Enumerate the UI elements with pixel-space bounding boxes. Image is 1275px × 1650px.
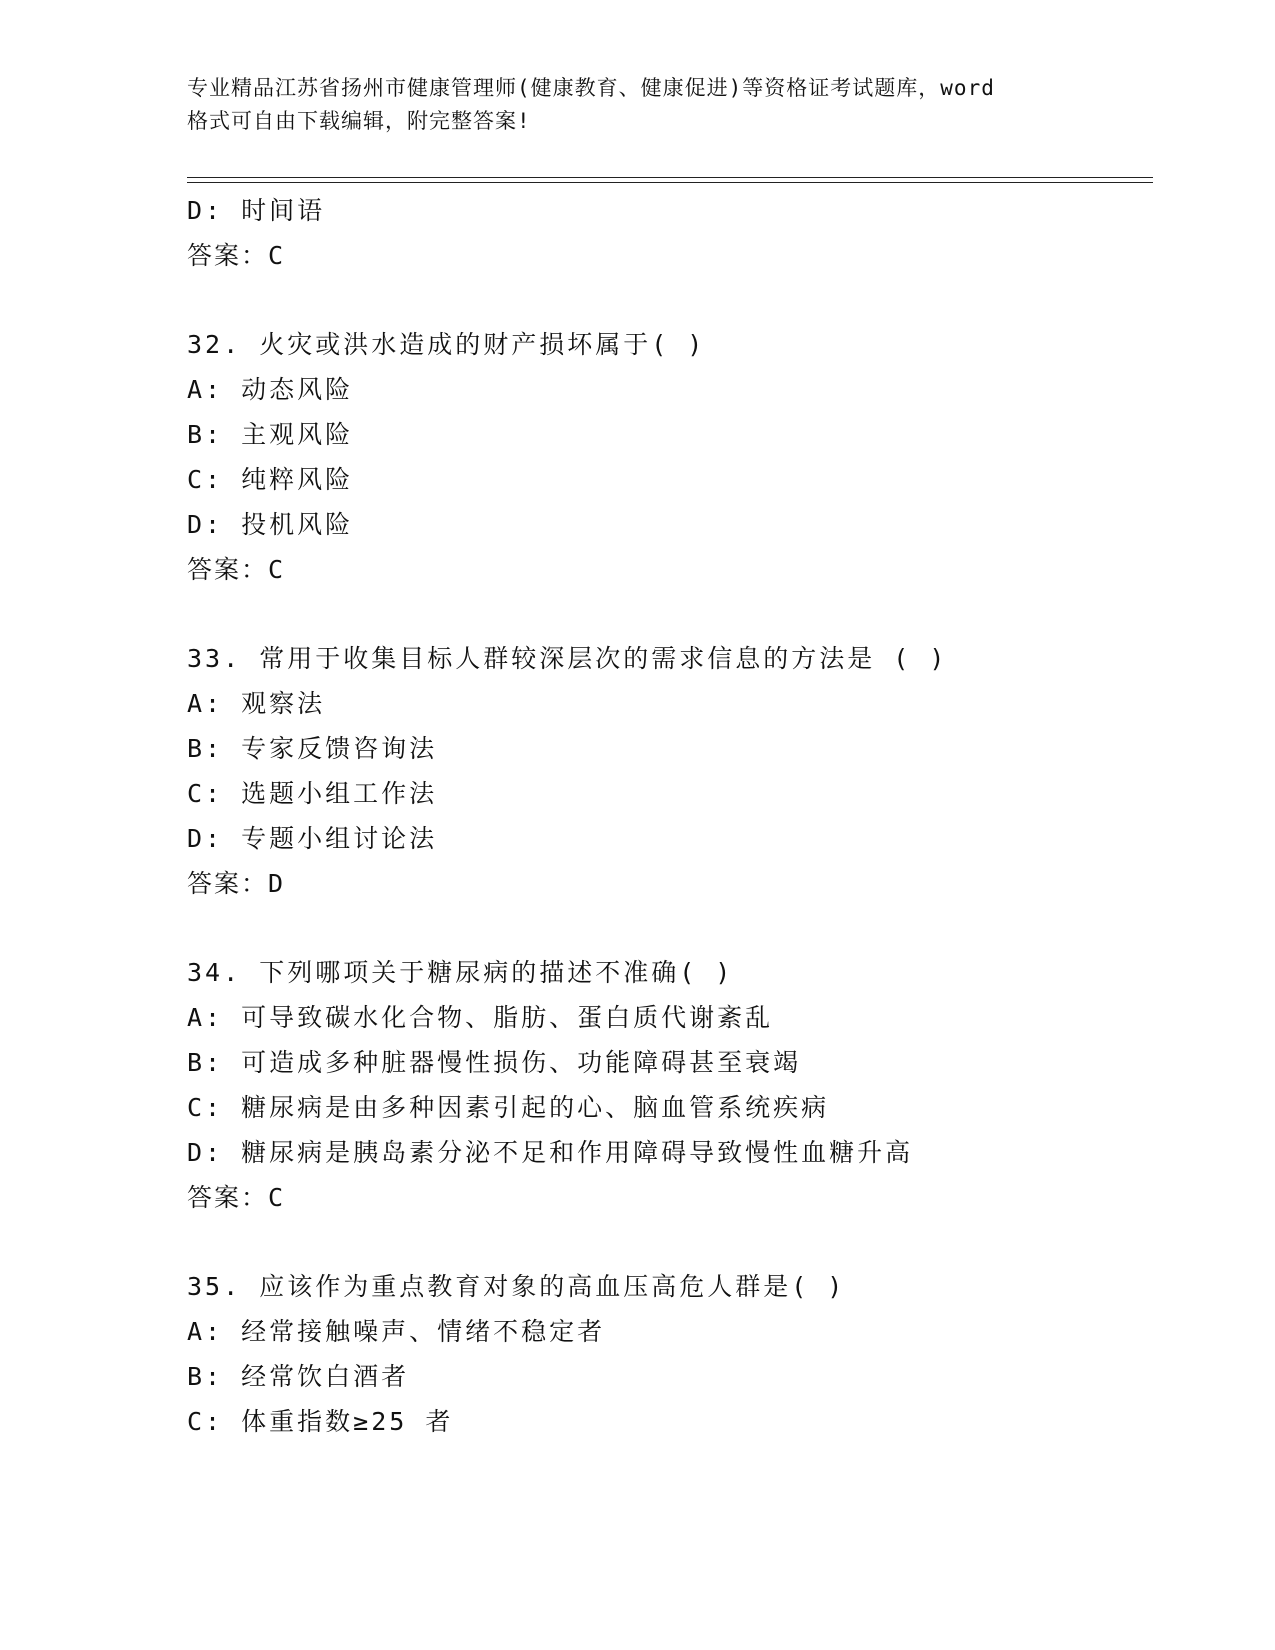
answer-label: 答案： xyxy=(187,555,269,584)
question-33 xyxy=(187,636,1153,906)
option-b: B: 经常饮白酒者 xyxy=(187,1362,410,1391)
option-a: A: 动态风险 xyxy=(187,375,354,404)
answer-value: D xyxy=(268,869,284,898)
question-34 xyxy=(187,950,1153,1220)
answer-value: C xyxy=(268,555,284,584)
answer xyxy=(187,547,1153,592)
answer-label: 答案： xyxy=(187,869,269,898)
option-a: A: 经常接触噪声、情绪不稳定者 xyxy=(187,1317,606,1346)
header-rule-top xyxy=(187,177,1153,178)
answer xyxy=(187,233,1153,278)
answer-value: C xyxy=(268,241,284,270)
option-d: D: 时间语 xyxy=(187,196,326,225)
question-list xyxy=(187,188,1153,1444)
question-31-tail xyxy=(187,188,1153,278)
question-stem: 33. 常用于收集目标人群较深层次的需求信息的方法是 ( ) xyxy=(187,644,948,673)
header-line-1: 专业精品江苏省扬州市健康管理师(健康教育、健康促进)等资格证考试题库，word xyxy=(187,76,995,100)
answer xyxy=(187,1175,1153,1220)
question-stem: 32. 火灾或洪水造成的财产损坏属于( ) xyxy=(187,330,706,359)
option-c: C: 糖尿病是由多种因素引起的心、脑血管系统疾病 xyxy=(187,1093,830,1122)
block-spacer xyxy=(187,278,1153,322)
question-stem: 34. 下列哪项关于糖尿病的描述不准确( ) xyxy=(187,958,734,987)
question-32 xyxy=(187,322,1153,592)
block-spacer xyxy=(187,906,1153,950)
option-c: C: 体重指数≥25 者 xyxy=(187,1407,454,1436)
option-a: A: 可导致碳水化合物、脂肪、蛋白质代谢紊乱 xyxy=(187,1003,774,1032)
block-spacer xyxy=(187,1220,1153,1264)
option-a: A: 观察法 xyxy=(187,689,326,718)
block-spacer xyxy=(187,592,1153,636)
option-d: D: 专题小组讨论法 xyxy=(187,824,438,853)
header-line-2: 格式可自由下载编辑，附完整答案! xyxy=(187,109,531,133)
header-rule-bottom xyxy=(187,182,1153,183)
option-b: B: 主观风险 xyxy=(187,420,354,449)
answer-value: C xyxy=(268,1183,284,1212)
option-c: C: 纯粹风险 xyxy=(187,465,354,494)
answer xyxy=(187,861,1153,906)
answer-label: 答案： xyxy=(187,1183,269,1212)
option-c: C: 选题小组工作法 xyxy=(187,779,438,808)
option-b: B: 可造成多种脏器慢性损伤、功能障碍甚至衰竭 xyxy=(187,1048,802,1077)
question-35 xyxy=(187,1264,1153,1444)
option-d: D: 糖尿病是胰岛素分泌不足和作用障碍导致慢性血糖升高 xyxy=(187,1138,914,1167)
question-stem: 35. 应该作为重点教育对象的高血压高危人群是( ) xyxy=(187,1272,846,1301)
answer-label: 答案： xyxy=(187,241,269,270)
document-header xyxy=(187,72,1087,138)
option-b: B: 专家反馈咨询法 xyxy=(187,734,438,763)
option-d: D: 投机风险 xyxy=(187,510,354,539)
